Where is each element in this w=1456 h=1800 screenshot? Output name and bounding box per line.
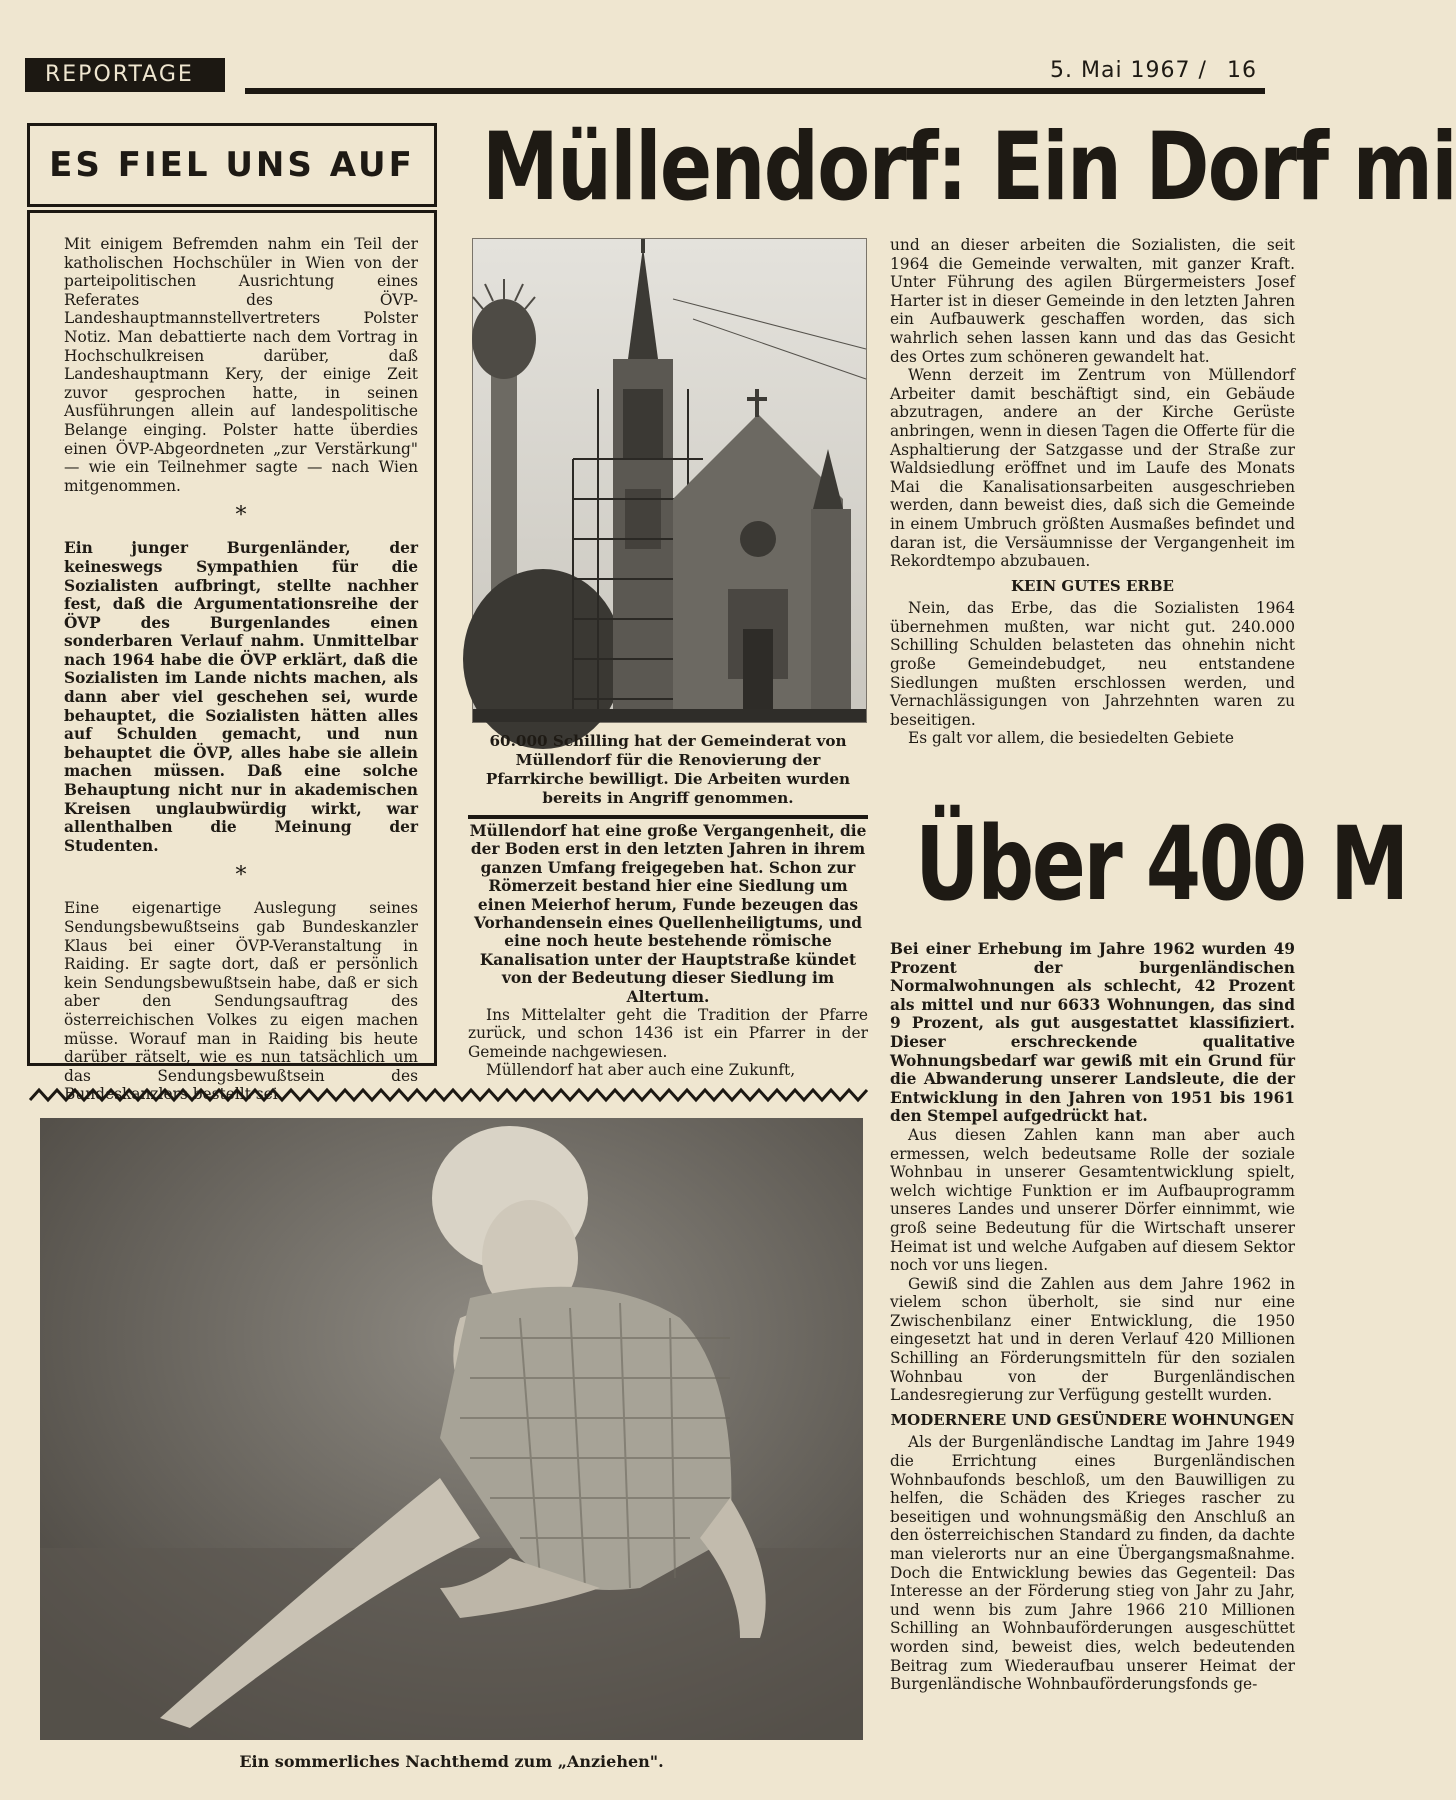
right-column-lower bbox=[890, 940, 1295, 1694]
asterisk-separator: * bbox=[235, 863, 247, 889]
headline2-clip bbox=[905, 795, 1407, 930]
article-paragraph: Als der Burgenländische Landtag im Jahre 1949 die Errichtung eines Burgenländischen Wohnbaufonds beschloß, um den Bauwilligen zu helfen, die Schäden des Krieges rascher zu beseitigen und wohnungsmäßig den Anschluß an den österreichischen Standard zu finden, da dachte man vielerorts nur an eine Übergangsmaßnahme. Doch die Entwicklung bewies das Gegenteil: Das Interesse an der Förderung stieg von Jahr zu Jahr, und wenn bis zum Jahre 1966 210 Millionen Schilling an Wohnbauförderungen ausgeschüttet worden sind, beweist dies, welch bedeutenden Beitrag zum Wiederaufbau unserer Heimat der Burgenländische Wohnbauförderungsfonds ge- bbox=[890, 1433, 1295, 1694]
woman-illustration bbox=[40, 1118, 863, 1740]
article-paragraph: Wenn derzeit im Zentrum von Müllendorf Arbeiter damit beschäftigt sind, ein Gebäude abzutragen, andere an der Kirche Gerüste anbringen, wenn in diesen Tagen die Offerte für die Asphaltierung der Satzgasse und der Straße zur Waldsiedlung eröffnet und im Laufe des Monats Mai die Kanalisationsarbeiten ausgeschrieben werden, dann beweist dies, daß sich die Gemeinde in einem Umbruch größten Ausmaßes befindet und daran ist, die Versäumnisse der Vergangenheit im Rekordtempo abzubauen. bbox=[890, 366, 1295, 571]
nightgown-photo bbox=[40, 1118, 863, 1740]
sidebar-paragraph: Mit einigem Befremden nahm ein Teil der katholischen Hochschüler in Wien von der parteipolitischen Ausrichtung eines Referates des ÖVP-Landeshauptmannstellvertreters Polster Notiz. Man debattierte nach dem Vortrag in Hochschulkreisen darüber, daß Landeshauptmann Kery, der einige Zeit zuvor gesprochen hatte, in seinen Ausführungen allein auf landespolitische Belange einging. Polster hatte überdies einen ÖVP-Abgeordneten „zur Verstärkung" — wie ein Teilnehmer sagte — nach Wien mitgenommen. bbox=[64, 235, 418, 495]
article-paragraph: Gewiß sind die Zahlen aus dem Jahre 1962 in vielem schon überholt, sie sind nur eine Zwischenbilanz einer Entwicklung, die 1950 eingesetzt hat und in deren Verlauf 420 Millionen Schilling an Förderungsmitteln für den sozialen Wohnbau von der Burgenländischen Landesregierung zur Verfügung gestellt wurden. bbox=[890, 1274, 1295, 1405]
article-paragraph: Aus diesen Zahlen kann man aber auch ermessen, welch bedeutsame Rolle der soziale Wohnbau in unserer Gesamtentwicklung spielt, welch wichtige Funktion er im Aufbauprogramm unseres Landes und unserer Dörfer einnimmt, wie groß seine Bedeutung für die Wirtschaft unserer Heimat ist und welche Aufgaben auf diesem Sektor noch vor uns liegen. bbox=[890, 1125, 1295, 1275]
issue-date-line bbox=[1050, 58, 1257, 83]
issue-date: 5. Mai 1967 bbox=[1050, 58, 1191, 83]
sidebar-paragraph-bold: Ein junger Burgenländer, der keineswegs Sympathien für die Sozialisten aufbringt, stellte nachher fest, daß die Argumentationsreihe der ÖVP des Burgenlandes einen sonderbaren Verlauf nahm. Unmittelbar nach 1964 habe die ÖVP erklärt, daß die Sozialisten im Lande nichts machen, als dann aber viel geschehen sei, wurde behauptet, die Sozialisten hätten alles auf Schulden gemacht, und nun behauptet die ÖVP, alles habe sie allein machen müssen. Daß eine solche Behauptung nicht nur in akademischen Kreisen unglaubwürdig wirkt, war allenthalben die Meinung der Studenten. bbox=[64, 539, 418, 855]
article-paragraph: Ins Mittelalter geht die Tradition der Pfarre zurück, und schon 1436 ist ein Pfarrer in der Gemeinde nachgewiesen. bbox=[468, 1006, 868, 1061]
secondary-headline: Über 400 M bbox=[915, 805, 1407, 924]
sidebar-paragraph: Eine eigenartige Auslegung seines Sendungsbewußtseins gab Bundeskanzler Klaus bei einer ÖVP-Veranstaltung in Raiding. Er sagte dort, daß er persönlich kein Sendungsbewußtsein habe, daß er sich aber den Sendungsauftrag des österreichischen Volkes zu eigen machen müsse. Worauf man in Raiding bis heute darüber rätselt, wie es nun tatsächlich um das Sendungsbewußtsein des Bundeskanzlers bestellt sei. bbox=[64, 899, 418, 1104]
asterisk-separator: * bbox=[235, 503, 247, 529]
article-lead: Müllendorf hat eine große Vergangenheit, die der Boden erst in den letzten Jahren in ihrem ganzen Umfang freigegeben hat. Schon zur Römerzeit bestand hier eine Siedlung um einen Meierhof herum, Funde bezeugen das Vorhandensein eines Quellenheiligtums, und eine noch heute bestehende römische Kanalisation unter der Hauptstraße kündet von der Bedeutung dieser Siedlung im Altertum. bbox=[469, 822, 867, 1006]
article-paragraph: und an dieser arbeiten die Sozialisten, die seit 1964 die Gemeinde verwalten, mit ganzer Kraft. Unter Führung des agilen Bürgermeisters Josef Harter ist in dieser Gemeinde in den letzten Jahren ein Aufbauwerk geschaffen worden, das sich wahrlich sehen lassen kann und das das Gesicht des Ortes zum schöneren gewandelt hat. bbox=[890, 236, 1295, 366]
sidebar-box bbox=[27, 210, 437, 1104]
page-number: 16 bbox=[1226, 58, 1257, 83]
section-subhead: MODERNERE UND GESÜNDERE WOHNUNGEN bbox=[890, 1410, 1295, 1429]
right-column bbox=[890, 236, 1295, 748]
right-column2-clip bbox=[888, 936, 1295, 1800]
church-illustration bbox=[473, 239, 866, 722]
header-rule bbox=[245, 88, 1265, 94]
zigzag-divider bbox=[30, 1087, 868, 1103]
headline-clip bbox=[470, 105, 1456, 235]
middle-column bbox=[468, 822, 868, 1080]
sidebar-title: ES FIEL UNS AUF bbox=[27, 123, 437, 207]
article-paragraph: Es galt vor allem, die besiedelten Gebiete bbox=[908, 729, 1234, 748]
section-tag: REPORTAGE bbox=[25, 58, 225, 92]
section-subhead: KEIN GUTES ERBE bbox=[1011, 576, 1174, 595]
church-photo bbox=[472, 238, 867, 723]
article-paragraph: Müllendorf hat aber auch eine Zukunft, bbox=[486, 1061, 796, 1080]
main-headline: Müllendorf: Ein Dorf mi bbox=[482, 113, 1456, 222]
column-rule bbox=[468, 815, 868, 819]
date-separator: / bbox=[1198, 58, 1207, 83]
right-column-clip bbox=[888, 232, 1295, 792]
article-paragraph: Nein, das Erbe, das die Sozialisten 1964 übernehmen mußten, war nicht gut. 240.000 Schilling Schulden belasteten das ohnehin nicht große Gemeindebudget, neu entstandene Siedlungen mußten erschlossen werden, und Vernachlässigungen von Jahrzehnten waren zu beseitigen. bbox=[890, 599, 1295, 729]
nightgown-photo-caption: Ein sommerliches Nachthemd zum „Anziehen". bbox=[239, 1752, 664, 1771]
article-lead: Bei einer Erhebung im Jahre 1962 wurden 49 Prozent der burgenländischen Normalwohnungen als schlecht, 42 Prozent als mittel und nur 6633 Wohnungen, das sind 9 Prozent, als gut ausgestattet klassifiziert. Dieser erschreckende qualitative Wohnungsbedarf war gewiß mit ein Grund für die Abwanderung unserer Landsleute, die der Entwicklung in den Jahren von 1951 bis 1961 den Stempel aufgedrückt hat. bbox=[890, 940, 1295, 1126]
church-photo-caption: 60.000 Schilling hat der Gemeinderat von Müllendorf für die Renovierung der Pfarrkirche bewilligt. Die Arbeiten wurden bereits in Angriff genommen. bbox=[485, 732, 851, 807]
